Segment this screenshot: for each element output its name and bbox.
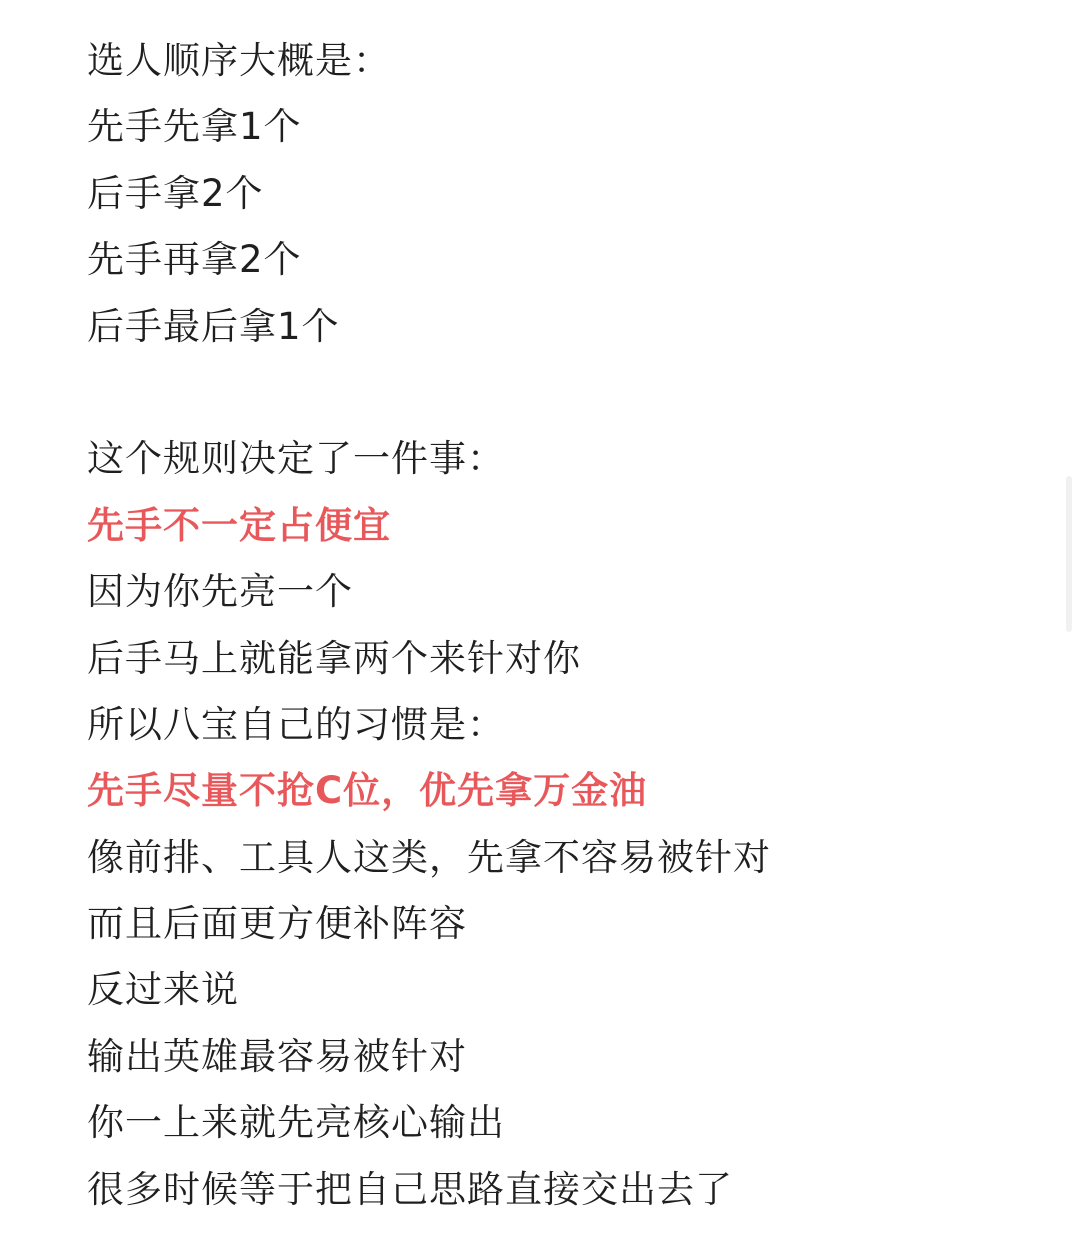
text-line: 先手先拿1个 [87, 105, 302, 149]
text-line: 而且后面更方便补阵容 [87, 902, 467, 946]
blank-line [87, 360, 1047, 426]
text-line: 像前排、工具人这类，先拿不容易被针对 [87, 835, 771, 879]
text-line: 后手马上就能拿两个来针对你 [87, 636, 581, 680]
highlighted-text-line: 先手不一定占便宜 [87, 503, 391, 547]
text-line: 后手拿2个 [87, 171, 264, 215]
scroll-indicator[interactable] [1066, 476, 1072, 632]
text-line: 先手再拿2个 [87, 238, 302, 282]
text-line: 所以八宝自己的习惯是： [87, 702, 505, 746]
text-line: 这个规则决定了一件事： [87, 437, 505, 481]
text-line: 你一上来就先亮核心输出 [87, 1101, 505, 1145]
text-line: 后手最后拿1个 [87, 304, 340, 348]
text-line: 因为你先亮一个 [87, 570, 353, 614]
text-line: 反过来说 [87, 968, 239, 1012]
highlighted-text-line: 先手尽量不抢C位，优先拿万金油 [87, 769, 648, 813]
text-line: 很多时候等于把自己思路直接交出去了 [87, 1167, 733, 1211]
post-body [87, 28, 1047, 1223]
text-line: 选人顺序大概是： [87, 39, 391, 82]
text-line: 输出英雄最容易被针对 [87, 1034, 467, 1078]
